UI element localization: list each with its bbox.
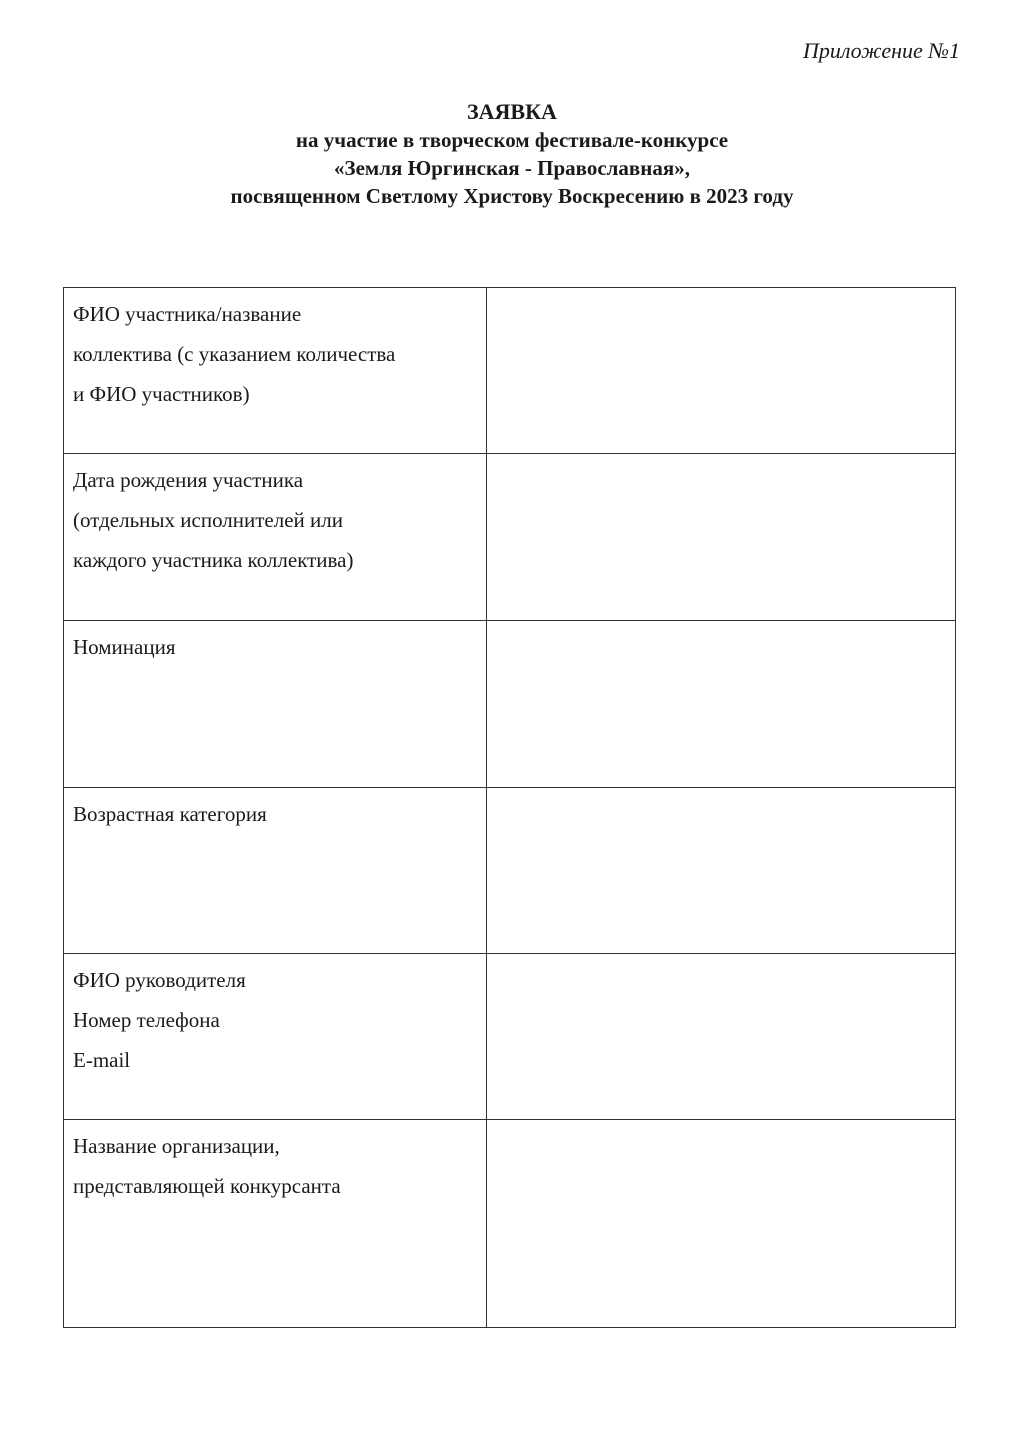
application-form-table bbox=[63, 287, 956, 1328]
label-line: Название организации, bbox=[73, 1134, 280, 1158]
label-cell bbox=[64, 288, 487, 454]
label-line: Дата рождения участника bbox=[73, 468, 304, 492]
form-row-age-category bbox=[64, 788, 956, 954]
label-line: Номер телефона bbox=[73, 1008, 220, 1032]
form-row-leader bbox=[64, 954, 956, 1120]
label-line: Номинация bbox=[73, 635, 176, 659]
form-row-organization bbox=[64, 1120, 956, 1328]
heading-line: «Земля Юргинская - Православная», bbox=[334, 156, 690, 180]
label-cell bbox=[64, 454, 487, 621]
birthdate-value-field[interactable] bbox=[487, 454, 956, 621]
participant-value-field[interactable] bbox=[487, 288, 956, 454]
label-cell bbox=[64, 621, 487, 788]
label-line: ФИО участника/название bbox=[73, 302, 302, 326]
label-line: каждого участника коллектива) bbox=[73, 548, 354, 572]
appendix-label: Приложение №1 bbox=[802, 38, 960, 63]
label-cell bbox=[64, 954, 487, 1120]
age-category-value-field[interactable] bbox=[487, 788, 956, 954]
document-heading bbox=[0, 98, 1024, 210]
label-line: представляющей конкурсанта bbox=[73, 1174, 341, 1198]
nomination-value-field[interactable] bbox=[487, 621, 956, 788]
label-line: и ФИО участников) bbox=[73, 382, 250, 406]
organization-value-field[interactable] bbox=[487, 1120, 956, 1328]
form-row-nomination bbox=[64, 621, 956, 788]
form-row-participant bbox=[64, 288, 956, 454]
heading-line: посвященном Светлому Христову Воскресению в 2023 году bbox=[230, 184, 794, 208]
label-line: коллектива (с указанием количества bbox=[73, 342, 396, 366]
heading-line: на участие в творческом фестивале-конкурсе bbox=[295, 128, 729, 152]
label-line: Возрастная категория bbox=[73, 802, 267, 826]
label-cell bbox=[64, 1120, 487, 1328]
label-line: ФИО руководителя bbox=[73, 968, 246, 992]
label-line: (отдельных исполнителей или bbox=[73, 508, 343, 532]
document-title: ЗАЯВКА bbox=[467, 99, 557, 124]
label-line: E-mail bbox=[73, 1048, 131, 1072]
leader-contact-value-field[interactable] bbox=[487, 954, 956, 1120]
form-row-birthdate bbox=[64, 454, 956, 621]
label-cell bbox=[64, 788, 487, 954]
